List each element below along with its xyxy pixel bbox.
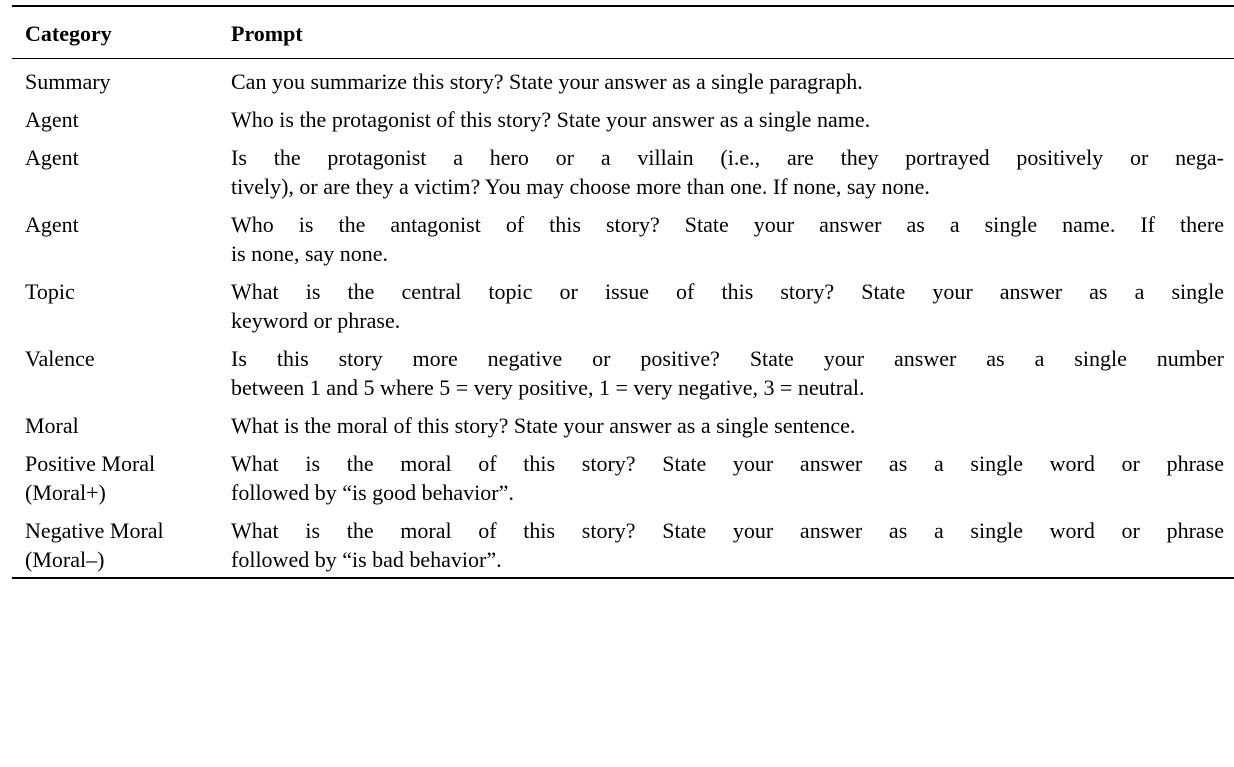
table-row [12,59,1234,102]
category-text: Valence [25,346,95,371]
category-text: Agent [25,145,79,170]
prompt-cell [231,206,1234,273]
category-text: Negative Moral [25,518,164,543]
prompt-line: between 1 and 5 where 5 = very positive, 1 = very negative, 3 = neutral. [231,375,865,400]
prompt-line: What is the central topic or issue of this story? State your answer as a single [231,279,1224,304]
category-text: Agent [25,107,79,132]
category-cell [12,273,231,340]
prompt-text: Can you summarize this story? State your answer as a single paragraph. [231,69,863,94]
table-row [12,407,1234,445]
table-row [12,512,1234,578]
category-cell [12,445,231,512]
prompt-line: Is this story more negative or positive? State your answer as a single number [231,346,1224,371]
category-text: (Moral–) [25,547,105,572]
prompt-cell [231,59,1234,102]
prompt-text: What is the moral of this story? State your answer as a single sentence. [231,413,856,438]
header-prompt: Prompt [231,21,303,46]
prompt-line: Who is the antagonist of this story? State your answer as a single name. If there [231,212,1224,237]
prompt-cell [231,340,1234,407]
category-cell [12,340,231,407]
category-text: Positive Moral [25,451,156,476]
prompt-line: Is the protagonist a hero or a villain (i.e., are they portrayed positively or nega- [231,145,1224,170]
table-row [12,340,1234,407]
category-text: Topic [25,279,75,304]
prompt-line: followed by “is bad behavior”. [231,547,502,572]
table-row [12,139,1234,206]
category-cell [12,139,231,206]
prompt-line: is none, say none. [231,241,389,266]
prompt-cell [231,139,1234,206]
category-cell [12,59,231,102]
header-category: Category [25,21,112,46]
table-row [12,445,1234,512]
category-text: Moral [25,413,79,438]
table-row [12,101,1234,139]
category-text: (Moral+) [25,480,106,505]
table-row [12,273,1234,340]
prompt-cell [231,512,1234,578]
prompt-cell [231,273,1234,340]
prompt-table-container [12,5,1234,579]
header-row [12,6,1234,59]
table-body [12,59,1234,579]
prompt-line: What is the moral of this story? State your answer as a single word or phrase [231,451,1224,476]
prompt-line: What is the moral of this story? State your answer as a single word or phrase [231,518,1224,543]
prompt-cell [231,445,1234,512]
category-cell [12,206,231,273]
prompt-table [12,5,1234,579]
category-cell [12,101,231,139]
category-cell [12,512,231,578]
table-row [12,206,1234,273]
category-text: Agent [25,212,79,237]
prompt-line: tively), or are they a victim? You may choose more than one. If none, say none. [231,174,930,199]
prompt-line: keyword or phrase. [231,308,401,333]
prompt-text: Who is the protagonist of this story? State your answer as a single name. [231,107,871,132]
table-header [12,6,1234,59]
category-text: Summary [25,69,111,94]
prompt-cell [231,101,1234,139]
prompt-cell [231,407,1234,445]
prompt-line: followed by “is good behavior”. [231,480,514,505]
category-cell [12,407,231,445]
